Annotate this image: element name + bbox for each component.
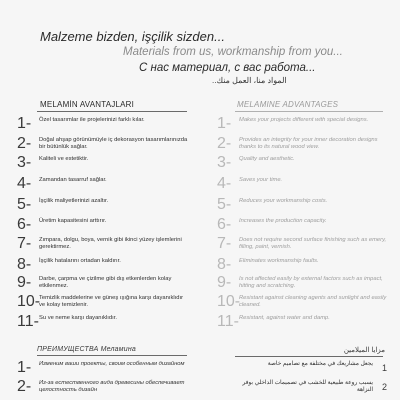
list-item: [217, 136, 389, 152]
item-number: 6-: [17, 216, 32, 233]
item-number: 6-: [217, 216, 232, 233]
item-number: 9-: [217, 274, 232, 291]
russian-title-rule: [37, 355, 187, 356]
list-item: [17, 294, 189, 310]
list-item: [17, 136, 189, 152]
item-number: 5-: [217, 196, 232, 213]
list-item: [217, 294, 389, 310]
item-text: Saves your time.: [239, 177, 283, 183]
list-item: [217, 116, 389, 132]
arabic-title-rule: [235, 356, 383, 357]
list-item: [233, 379, 387, 395]
list-item: [17, 197, 189, 213]
item-number: 7-: [17, 235, 32, 252]
item-text: Temizlik maddelerine ve güneş ışığına karşı dayanıklıdır ve kolay temizlenir.: [39, 295, 184, 309]
item-text: İşçilik hatalarını ortadan kaldırır.: [39, 258, 121, 264]
english-advantages-column: [217, 100, 387, 330]
list-item: [217, 314, 389, 330]
item-text: Resistant, against water and damp.: [239, 315, 330, 321]
list-item: [17, 379, 189, 395]
item-number: 2-: [217, 135, 232, 152]
list-item: [217, 155, 389, 171]
item-text: Increases the production capacity.: [239, 218, 327, 224]
list-item: [17, 275, 189, 291]
list-item: [233, 360, 387, 376]
list-item: [17, 314, 189, 330]
headline-arabic: المواد منا، العمل منك..: [212, 76, 287, 85]
russian-section-title: ПРЕИМУЩЕСТВА Меламина: [37, 346, 136, 353]
item-text: Eliminates workmanship faults.: [239, 258, 319, 264]
item-text: Kaliteli ve estetiktir.: [39, 156, 89, 162]
item-text: يجعل مشاريعك في مختلفة مع تصاميم خاصة: [267, 361, 373, 367]
item-number: 11-: [17, 313, 39, 330]
list-item: [17, 176, 189, 192]
turkish-advantages-column: [17, 100, 207, 330]
list-item: [17, 360, 189, 376]
item-number: 10-: [217, 293, 241, 310]
item-text: Makes your projects different with special designs.: [239, 117, 369, 123]
item-number: 4-: [217, 175, 232, 192]
item-text: Is not affected easily by external factors such as impact, hitting and scratching.: [239, 276, 383, 290]
list-item: [17, 217, 189, 233]
list-item: [217, 236, 389, 252]
arabic-advantages-column: [217, 346, 387, 394]
item-number: 5-: [17, 196, 32, 213]
item-text: Resistant against cleaning agents and sunlight and easily cleaned.: [239, 295, 387, 309]
item-text: Üretim kapasitesini arttırır.: [39, 218, 107, 224]
headline-russian: С нас материал, с вас работа...: [139, 62, 316, 74]
item-text: Zamandan tasarruf sağlar.: [39, 177, 107, 183]
turkish-title-rule: [37, 111, 187, 112]
item-text: Doğal ahşap görünümüyle iç dekorasyon tasarımlarınızda bir bütünlük sağlar.: [39, 137, 188, 151]
item-text: Zımpara, dolgu, boya, vernik gibi ikinci yüzey işlemlerini gerektirmez.: [39, 237, 182, 251]
headline-turkish: Malzeme bizden, işçilik sizden...: [40, 29, 225, 44]
turkish-section-title: MELAMİN AVANTAJLARI: [40, 100, 135, 109]
item-text: Изменим ваши проекты, своим особенным дизайном: [39, 361, 185, 367]
item-text: Özel tasarımlar ile projelerinizi farklı kılar.: [39, 117, 145, 123]
item-text: Does not require second surface finishing such as emery, filling, paint, vernish.: [239, 237, 387, 251]
item-text: Из-за естественного вида древесины обеспечивает целостность дизайн: [39, 380, 185, 394]
item-text: Reduces your workmanship costs.: [239, 198, 328, 204]
item-number: 10-: [17, 293, 41, 310]
list-item: [17, 236, 189, 252]
list-item: [17, 116, 189, 132]
item-number: 1-: [17, 359, 32, 376]
item-text: Quality and aesthetic.: [239, 156, 295, 162]
list-item: [17, 155, 189, 171]
item-text: Provides an integrity for your inner decoration designs thanks to its natural wood view.: [239, 137, 378, 151]
arabic-section-title: مزايا الميلامين: [343, 347, 385, 354]
item-number: 1-: [217, 115, 232, 132]
list-item: [217, 275, 389, 291]
list-item: [217, 176, 389, 192]
russian-advantages-column: [17, 346, 202, 395]
item-text: Darbe, çarpma ve çizilme gibi dış etkenlerden kolay etkilenmez.: [39, 276, 172, 290]
item-number: 2-: [17, 135, 32, 152]
item-number: 8-: [17, 256, 32, 273]
item-number: 4-: [17, 175, 32, 192]
english-title-rule: [235, 111, 383, 112]
item-number: 1-: [17, 115, 32, 132]
item-number: 8-: [217, 256, 232, 273]
english-section-title: MELAMINE ADVANTAGES: [237, 100, 339, 109]
item-number: 2-: [17, 378, 32, 395]
item-text: Su ve neme karşı dayanıklıdır.: [39, 315, 117, 321]
item-number: 11-: [217, 313, 239, 330]
item-number: 7-: [217, 235, 232, 252]
list-item: [217, 257, 389, 273]
list-item: [217, 217, 389, 233]
item-number: 3-: [17, 154, 32, 171]
item-number: 9-: [17, 274, 32, 291]
item-number: 3-: [217, 154, 232, 171]
list-item: [17, 257, 189, 273]
item-number: 2: [381, 382, 387, 392]
item-text: İşçilik maliyetlerinizi azaltır.: [39, 198, 109, 204]
list-item: [217, 197, 389, 213]
item-number: 1: [381, 363, 387, 373]
headline-english: Materials from us, workmanship from you...: [123, 46, 343, 58]
item-text: يسبب روعة طبيعية للخشب في تصميمات الداخلي بوفر النزاهة: [242, 380, 373, 394]
